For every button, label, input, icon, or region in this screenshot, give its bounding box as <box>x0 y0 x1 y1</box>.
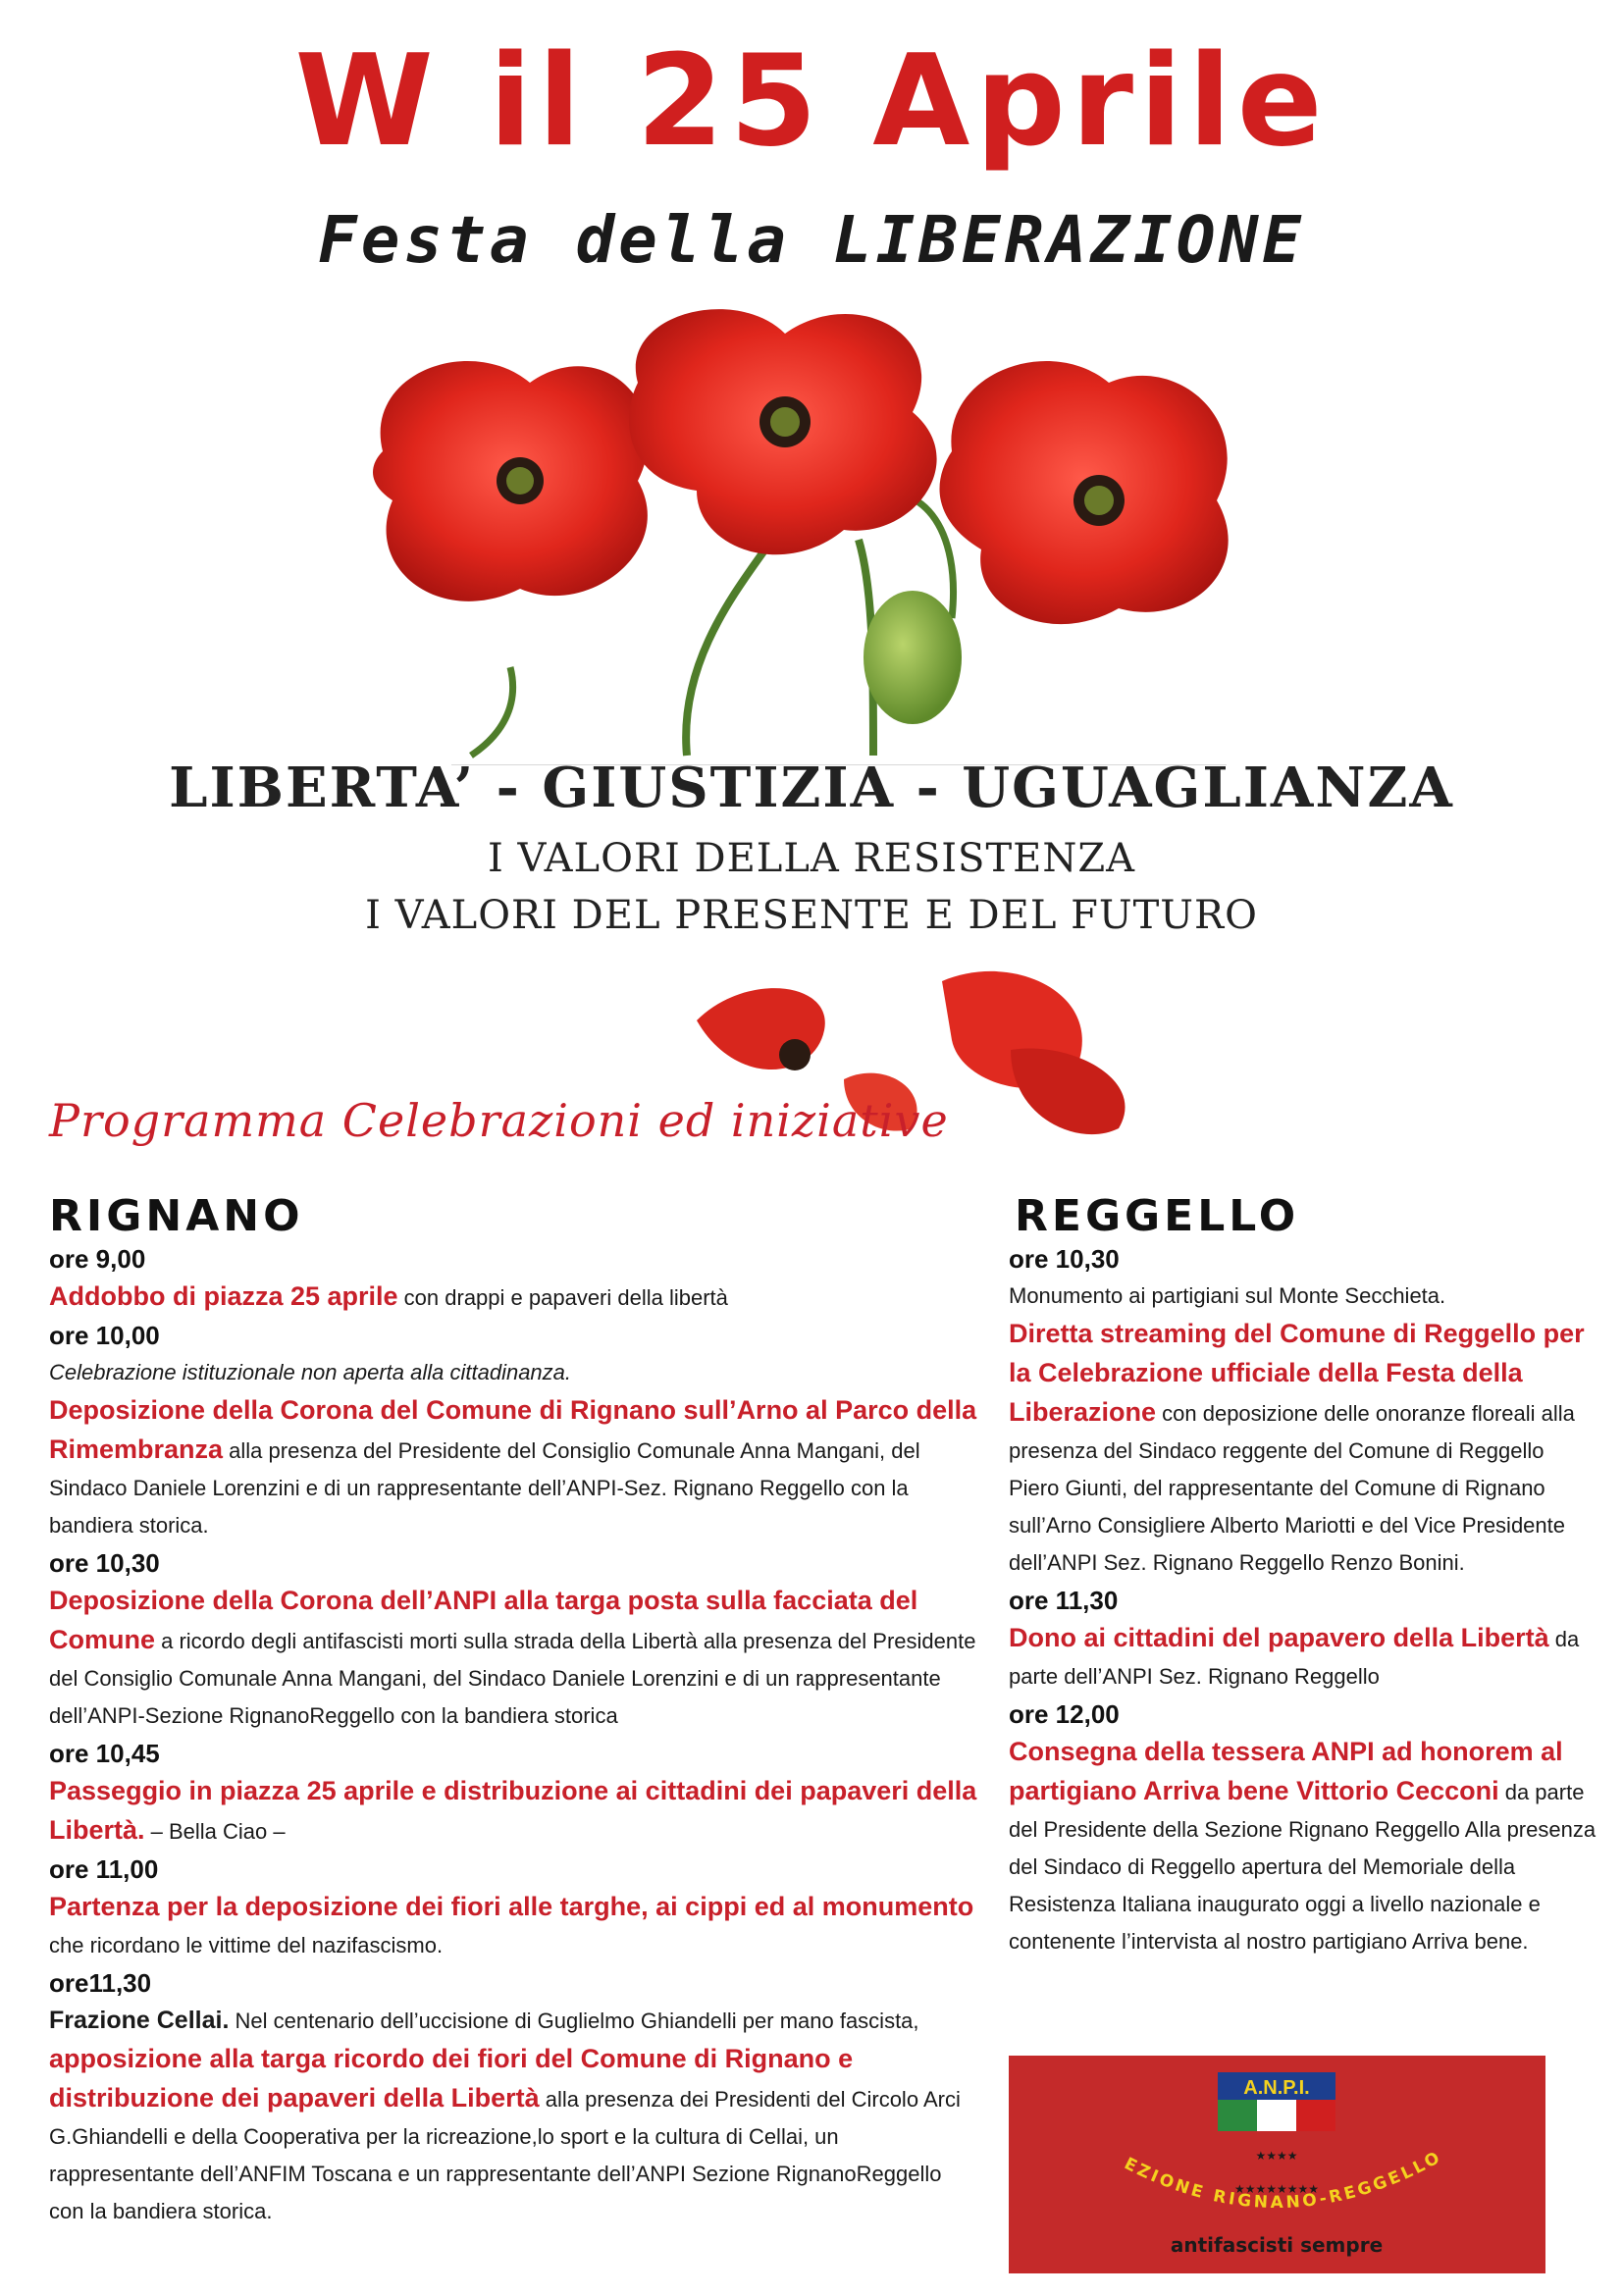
event-time: ore 10,45 <box>49 1739 160 1768</box>
event-text: con drappi e papaveri della libertà <box>397 1285 728 1310</box>
rignano-column <box>49 1191 981 2230</box>
event-time: ore 10,30 <box>1009 1244 1120 1274</box>
poppies-illustration <box>324 294 1285 765</box>
stars-bottom: ★★★★★★★★ <box>1233 2182 1320 2196</box>
reggello-column <box>1009 1191 1597 1960</box>
event-highlight: Passeggio in piazza 25 aprile e distribuzione ai cittadini dei papaveri della Libertà. <box>49 1776 977 1845</box>
poster-title: W il 25 Aprile <box>294 28 1329 175</box>
event-description <box>49 1888 981 1964</box>
event-text: Nel centenario dell’uccisione di Guglielmo Ghiandelli per mano fascista, <box>229 2009 919 2033</box>
rignano-title: RIGNANO <box>49 1191 304 1241</box>
anpi-label: A.N.P.I. <box>1243 2077 1310 2099</box>
event-description <box>49 2002 981 2230</box>
event-highlight: Dono ai cittadini del papavero della Libertà <box>1009 1623 1549 1652</box>
event-time: ore 10,30 <box>49 1548 160 1578</box>
event-place: Frazione Cellai. <box>49 2007 230 2034</box>
event-highlight: Deposizione della Corona dell’ANPI alla targa posta sulla facciata del Comune <box>49 1586 918 1654</box>
event-description <box>1009 1733 1597 1960</box>
event-description <box>49 1772 981 1851</box>
event-text: alla presenza del Presidente del Consiglio Comunale Anna Mangani, del Sindaco Daniele Lorenzini e di un rappresentante dell’ANPI-Sez. Rignano Reggello con la bandiera storica. <box>49 1438 920 1538</box>
event-text: – Bella Ciao – <box>144 1819 286 1844</box>
event-highlight: Diretta streaming del Comune di Reggello per la Celebrazione ufficiale della Festa della Liberazione <box>1009 1319 1585 1427</box>
programma-heading: Programma Celebrazioni ed iniziative <box>49 1094 949 1147</box>
event-description <box>1009 1315 1597 1582</box>
anpi-badge <box>1009 2056 1545 2273</box>
event-description <box>49 1582 981 1735</box>
event-highlight: Partenza per la deposizione dei fiori alle targhe, ai cippi ed al monumento <box>49 1892 974 1921</box>
values-line-1: I VALORI DELLA RESISTENZA <box>487 836 1136 881</box>
values-heading: LIBERTA’ - GIUSTIZIA - UGUAGLIANZA <box>169 756 1454 820</box>
event-text: da parte dell’ANPI Sez. Rignano Reggello <box>1009 1627 1580 1689</box>
reggello-title: REGGELLO <box>1015 1191 1300 1241</box>
event-text: con deposizione delle onoranze floreali alla presenza del Sindaco reggente del Comune di Reggello Piero Giunti, del rappresentante del Comune di Rignano sull’Arno Consigliere Alberto Mariotti e del Vice Presidente dell’ANPI Sez. Rignano Reggello Renzo Bonini. <box>1009 1401 1575 1575</box>
anpi-logo <box>1009 2056 1545 2273</box>
event-text: a ricordo degli antifascisti morti sulla strada della Libertà alla presenza del Presidente del Consiglio Comunale Anna Mangani, del Sindaco Daniele Lorenzini e di un rappresentante dell’ANPI-Sezione RignanoReggello con la bandiera storica <box>49 1629 976 1728</box>
badge-motto: antifascisti sempre <box>1170 2233 1384 2257</box>
event-highlight: Deposizione della Corona del Comune di Rignano sull’Arno al Parco della Rimembranza <box>49 1395 977 1464</box>
event-text: Monumento ai partigiani sul Monte Secchieta. <box>1009 1283 1446 1308</box>
event-text: da parte del Presidente della Sezione Rignano Reggello Alla presenza del Sindaco di Reggello apertura del Memoriale della Resistenza Italiana inaugurato oggi a livello nazionale e contenente l’intervista al nostro partigiano Arriva bene. <box>1009 1780 1597 1954</box>
event-time: ore 11,30 <box>1009 1586 1119 1615</box>
poster-subtitle: Festa della LIBERAZIONE <box>318 202 1305 278</box>
event-time: ore 9,00 <box>49 1244 146 1274</box>
event-time: ore11,30 <box>49 1968 152 1998</box>
event-time: ore 11,00 <box>49 1854 159 1884</box>
event-text: che ricordano le vittime del nazifascismo. <box>49 1933 444 1957</box>
values-line-2: I VALORI DEL PRESENTE E DEL FUTURO <box>365 893 1258 938</box>
event-text: alla presenza dei Presidenti del Circolo Arci G.Ghiandelli e della Cooperativa per la ricreazione,lo sport e la cultura di Cellai, un rappresentante dell’ANFIM Toscana e un rappresentante dell’ANPI Sezione RignanoReggello con la bandiera storica. <box>49 2087 961 2223</box>
event-highlight: apposizione alla targa ricordo dei fiori del Comune di Rignano e distribuzione dei papaveri della Libertà <box>49 2044 854 2113</box>
event-time: ore 10,00 <box>49 1321 160 1350</box>
event-time: ore 12,00 <box>1009 1699 1120 1729</box>
event-highlight: Addobbo di piazza 25 aprile <box>49 1281 398 1311</box>
event-note: Celebrazione istituzionale non aperta alla cittadinanza. <box>49 1360 572 1384</box>
event-description <box>49 1391 981 1544</box>
event-description <box>49 1278 981 1317</box>
section-name: EZIONE RIGNANO-REGGELLO <box>1121 2147 1446 2214</box>
event-description <box>1009 1619 1597 1696</box>
event-highlight: Consegna della tessera ANPI ad honorem al partigiano Arriva bene Vittorio Cecconi <box>1009 1737 1563 1805</box>
stars-top: ★★★★ <box>1255 2149 1298 2163</box>
